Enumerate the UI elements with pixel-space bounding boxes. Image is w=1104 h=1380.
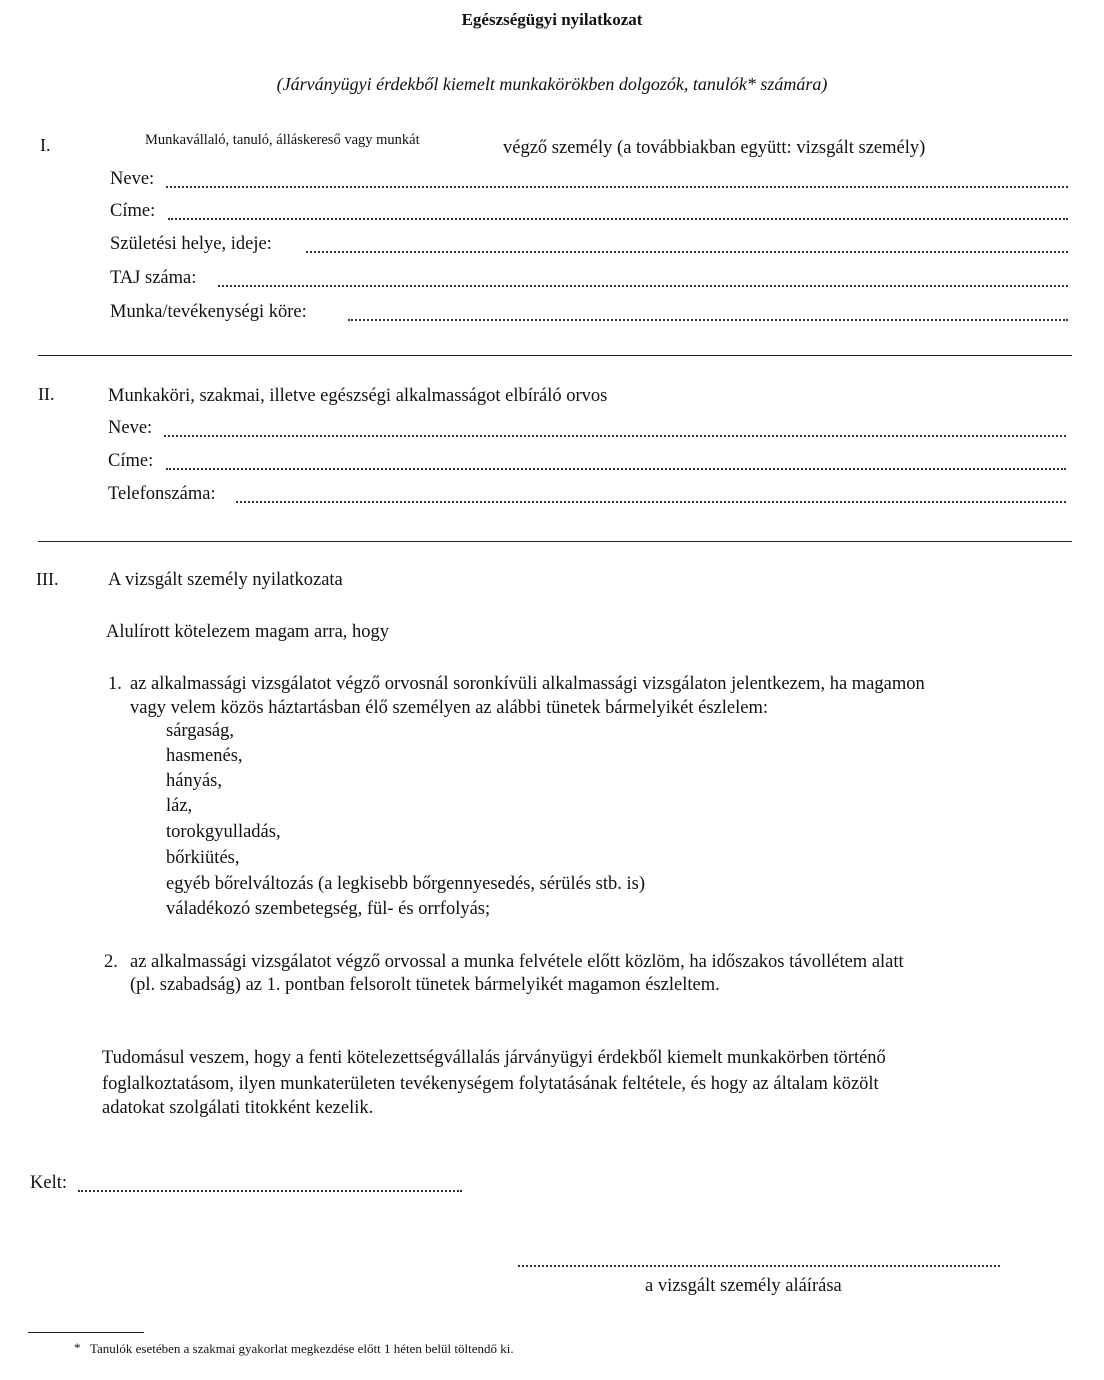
- section1-heading-small: Munkavállaló, tanuló, álláskereső vagy munkát: [145, 132, 420, 148]
- symptom-item: váladékozó szembetegség, fül- és orrfolyás;: [166, 899, 491, 919]
- footnote-rule: [28, 1332, 144, 1333]
- symptom-item: láz,: [166, 796, 193, 816]
- section2-address-field[interactable]: [166, 465, 1066, 470]
- document-subtitle: (Járványügyi érdekből kiemelt munkakörökben dolgozók, tanulók* számára): [276, 74, 828, 94]
- section2-name-field[interactable]: [164, 432, 1066, 437]
- section1-taj-field[interactable]: [218, 282, 1068, 287]
- date-field[interactable]: [78, 1187, 462, 1192]
- section1-birth-label: Születési helye, ideje:: [110, 234, 272, 254]
- section1-work-field[interactable]: [348, 316, 1068, 321]
- section2-name-label: Neve:: [108, 418, 153, 438]
- symptom-item: sárgaság,: [166, 721, 234, 741]
- document-title: Egészségügyi nyilatkozat: [461, 10, 643, 29]
- section1-heading-large: végző személy (a továbbiakban együtt: vizsgált személy): [503, 138, 926, 158]
- section1-birth-field[interactable]: [306, 248, 1068, 253]
- section-divider: [38, 355, 1072, 356]
- symptom-item: bőrkiütés,: [166, 848, 240, 868]
- symptom-item: torokgyulladás,: [166, 822, 281, 842]
- section3-numeral: III.: [36, 569, 59, 589]
- section3-intro: Alulírott kötelezem magam arra, hogy: [106, 622, 390, 642]
- section2-heading: Munkaköri, szakmai, illetve egészségi alkalmasságot elbíráló orvos: [108, 386, 608, 406]
- acknowledgement-line: Tudomásul veszem, hogy a fenti kötelezettségvállalás járványügyi érdekből kiemelt munkakörben történő: [102, 1048, 886, 1068]
- section1-taj-label: TAJ száma:: [110, 268, 197, 288]
- section2-numeral: II.: [38, 384, 55, 404]
- section-divider: [38, 541, 1072, 542]
- acknowledgement-line: adatokat szolgálati titokként kezelik.: [102, 1098, 374, 1118]
- section2-address-label: Címe:: [108, 451, 154, 471]
- symptom-item: egyéb bőrelváltozás (a legkisebb bőrgennyesedés, sérülés stb. is): [166, 874, 645, 894]
- signature-caption: a vizsgált személy aláírása: [645, 1276, 842, 1296]
- footnote-marker: *: [74, 1340, 81, 1355]
- item2-line2: (pl. szabadság) az 1. pontban felsorolt tünetek bármelyikét magamon észleltem.: [130, 975, 720, 995]
- acknowledgement-line: foglalkoztatásom, ilyen munkaterületen tevékenységem folytatásának feltétele, és hogy az általam közölt: [102, 1074, 879, 1094]
- item1-number: 1.: [108, 674, 122, 694]
- section1-numeral: I.: [40, 135, 51, 155]
- section1-address-field[interactable]: [168, 215, 1068, 220]
- symptom-item: hasmenés,: [166, 746, 243, 766]
- section1-name-label: Neve:: [110, 169, 155, 189]
- item1-line1: az alkalmassági vizsgálatot végző orvosnál soronkívüli alkalmassági vizsgálaton jelentkezem, ha magamon: [130, 674, 925, 694]
- section1-name-field[interactable]: [166, 183, 1068, 188]
- item1-line2: vagy velem közös háztartásban élő személyen az alábbi tünetek bármelyikét észlelem:: [130, 698, 768, 718]
- item2-number: 2.: [104, 952, 118, 972]
- signature-field[interactable]: [518, 1262, 1000, 1267]
- symptom-item: hányás,: [166, 771, 222, 791]
- section1-address-label: Címe:: [110, 201, 156, 221]
- footnote-text: Tanulók esetében a szakmai gyakorlat megkezdése előtt 1 héten belül töltendő ki.: [90, 1341, 514, 1356]
- section2-phone-label: Telefonszáma:: [108, 484, 216, 504]
- section3-heading: A vizsgált személy nyilatkozata: [108, 570, 343, 590]
- section2-phone-field[interactable]: [236, 498, 1066, 503]
- item2-line1: az alkalmassági vizsgálatot végző orvossal a munka felvétele előtt közlöm, ha időszakos távollétem alatt: [130, 952, 904, 972]
- section1-work-label: Munka/tevékenységi köre:: [110, 302, 307, 322]
- date-label: Kelt:: [30, 1173, 67, 1193]
